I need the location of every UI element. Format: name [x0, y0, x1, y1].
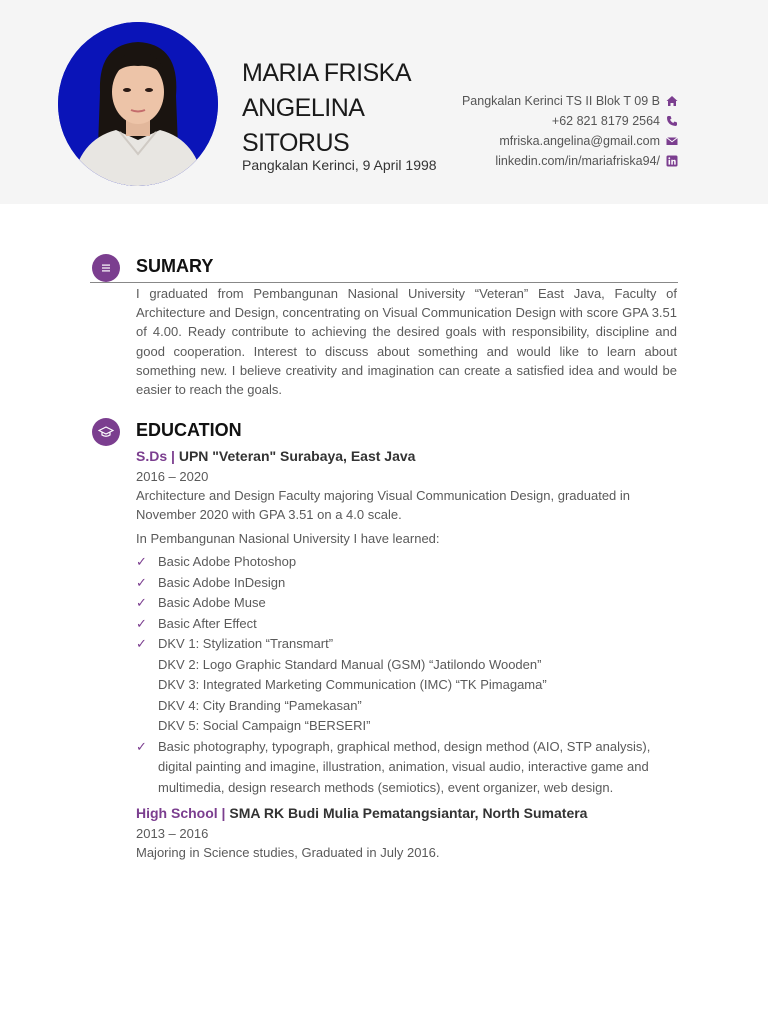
phone-icon	[666, 115, 678, 127]
summary-title: SUMARY	[136, 256, 214, 276]
name-line-2: ANGELINA	[242, 94, 365, 122]
name-line-3: SITORUS	[242, 129, 350, 157]
highschool-description: Majoring in Science studies, Graduated in July 2016.	[136, 845, 440, 860]
graduation-cap-icon	[92, 418, 120, 446]
full-name	[242, 56, 442, 161]
summary-icon	[92, 254, 120, 282]
highschool-years: 2013 – 2016	[136, 826, 209, 841]
learned-list	[136, 552, 677, 798]
list-item: ✓ Basic Adobe Muse	[136, 593, 677, 614]
name-line-1: MARIA FRISKA	[242, 59, 412, 87]
contact-address	[462, 91, 678, 111]
linkedin-icon	[666, 155, 678, 167]
contact-linkedin	[462, 151, 678, 171]
birth-place-date: Pangkalan Kerinci, 9 April 1998	[242, 157, 437, 173]
list-item: ✓ DKV 1: Stylization “Transmart”	[136, 634, 677, 655]
envelope-icon	[666, 135, 678, 147]
check-icon: ✓	[136, 615, 147, 631]
list-item: ✓ Basic photography, typograph, graphical method, design method (AIO, STP analysis), digital painting and imagine, illustration, animation, visual audio, interactive game and multimedia, design research methods (semiotics), event organizer, web design.	[136, 738, 651, 795]
sub-list-item: DKV 2: Logo Graphic Standard Manual (GSM) “Jatilondo Wooden”	[158, 656, 542, 672]
highschool-school: SMA RK Budi Mulia Pematangsiantar, North Sumatera	[229, 805, 588, 821]
check-icon: ✓	[136, 574, 147, 590]
profile-photo	[58, 22, 218, 186]
college-description: Architecture and Design Faculty majoring Visual Communication Design, graduated in November 2020 with GPA 3.51 on a 4.0 scale.	[136, 488, 631, 522]
sub-list-item: DKV 4: City Branding “Pamekasan”	[158, 697, 362, 713]
contact-phone	[462, 111, 678, 131]
college-heading	[136, 448, 415, 464]
home-icon	[666, 95, 678, 107]
sub-list-item: DKV 3: Integrated Marketing Communication (IMC) “TK Pimagama”	[158, 677, 547, 692]
list-item: ✓ Basic After Effect	[136, 614, 677, 635]
email-text[interactable]: mfriska.angelina@gmail.com	[499, 134, 660, 148]
summary-divider	[90, 282, 678, 283]
college-degree: S.Ds |	[136, 448, 175, 464]
sub-list-item: DKV 5: Social Campaign “BERSERI”	[158, 718, 371, 733]
address-text: Pangkalan Kerinci TS II Blok T 09 B	[461, 94, 660, 108]
list-item: ✓ Basic Adobe InDesign	[136, 573, 677, 594]
phone-text[interactable]: +62 821 8179 2564	[551, 114, 660, 128]
check-icon: ✓	[136, 738, 147, 754]
highschool-degree: High School |	[136, 805, 226, 821]
linkedin-text[interactable]: linkedin.com/in/mariafriska94/	[495, 154, 660, 168]
summary-text: I graduated from Pembangunan Nasional University “Veteran” East Java, Faculty of Architecture and Design, concentrating on Visual Communication Design with score GPA 3.51 of 4.00. Ready contribute to achieving the desired goals with responsibility, discipline and good cooperation. Interest to discuss about something and would like to learn about something new. I believe creativity and imagination can create a satisfied idea and would be easier to reach the goals.	[136, 286, 677, 398]
check-icon: ✓	[136, 636, 147, 651]
college-intro: In Pembangunan Nasional University I have learned:	[136, 531, 440, 546]
education-title: EDUCATION	[136, 420, 242, 440]
contact-list	[462, 91, 678, 171]
check-icon: ✓	[136, 595, 147, 610]
contact-email	[462, 131, 678, 151]
college-school: UPN "Veteran" Surabaya, East Java	[178, 448, 416, 464]
highschool-heading	[136, 805, 587, 821]
college-years: 2016 – 2020	[136, 469, 209, 484]
check-icon: ✓	[136, 554, 147, 569]
list-item: ✓ Basic Adobe Photoshop	[136, 552, 677, 573]
